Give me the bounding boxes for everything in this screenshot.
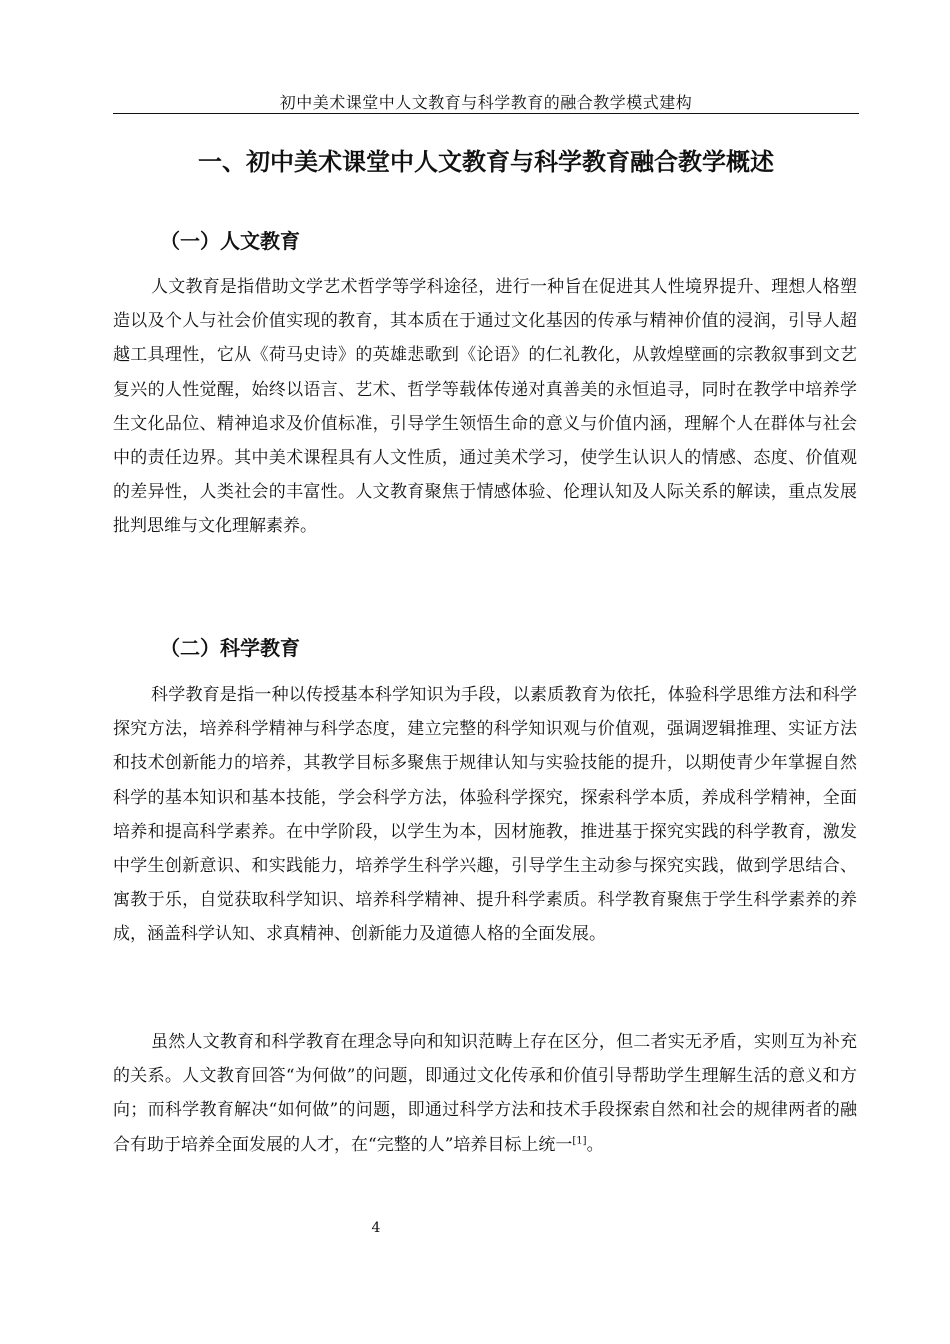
header-rule [113, 113, 859, 114]
running-header: 初中美术课堂中人文教育与科学教育的融合教学模式建构 [279, 93, 693, 112]
paragraph-integration [113, 1025, 857, 1162]
paragraph-science: 科学教育是指一种以传授基本科学知识为手段，以素质教育为依托，体验科学思维方法和科学探究方法，培养科学精神与科学态度，建立完整的科学知识观与价值观，强调逻辑推理、实证方法和技术创新能力的培养，其教学目标多聚焦于规律认知与实验技能的提升，以期使青少年掌握自然科学的基本知识和基本技能，学会科学方法，体验科学探究，探索科学本质，养成科学精神，全面培养和提高科学素养。在中学阶段，以学生为本，因材施教，推进基于探究实践的科学教育，激发中学生创新意识、和实践能力，培养学生科学兴趣，引导学生主动参与探究实践，做到学思结合、寓教于乐，自觉获取科学知识、培养科学精神、提升科学素质。科学教育聚焦于学生科学素养的养成，涵盖科学认知、求真精神、创新能力及道德人格的全面发展。 [113, 685, 857, 945]
paragraph-humanities: 人文教育是指借助文学艺术哲学等学科途径，进行一种旨在促进其人性境界提升、理想人格塑造以及个人与社会价值实现的教育，其本质在于通过文化基因的传承与精神价值的浸润，引导人超越工具理性，它从《荷马史诗》的英雄悲歌到《论语》的仁礼教化，从敦煌壁画的宗教叙事到文艺复兴的人性觉醒，始终以语言、艺术、哲学等载体传递对真善美的永恒追寻，同时在教学中培养学生文化品位、精神追求及价值标准，引导学生领悟生命的意义与价值内涵，理解个人在群体与社会中的责任边界。其中美术课程具有人文性质，通过美术学习，使学生认识人的情感、态度、价值观的差异性，人类社会的丰富性。人文教育聚焦于情感体验、伦理认知及人际关系的解读，重点发展批判思维与文化理解素养。 [113, 277, 857, 537]
paragraph-integration-text: 虽然人文教育和科学教育在理念导向和知识范畴上存在区分，但二者实无矛盾，实则互为补充的关系。人文教育回答“为何做”的问题，即通过文化传承和价值引导帮助学生理解生活的意义和方向；而科学教育解决“如何做”的问题，即通过科学方法和技术手段探索自然和社会的规律两者的融合有助于培养全面发展的人才，在“完整的人”培养目标上统一 [113, 1032, 857, 1155]
section-heading-science: （二）科学教育 [160, 636, 300, 660]
citation-marker: [1] [572, 1134, 587, 1146]
chapter-title: 一、初中美术课堂中人文教育与科学教育融合教学概述 [198, 148, 774, 176]
page-number: 4 [371, 1220, 381, 1236]
paragraph-end-mark: 。 [586, 1134, 604, 1155]
section-heading-humanities: （一）人文教育 [160, 229, 300, 253]
